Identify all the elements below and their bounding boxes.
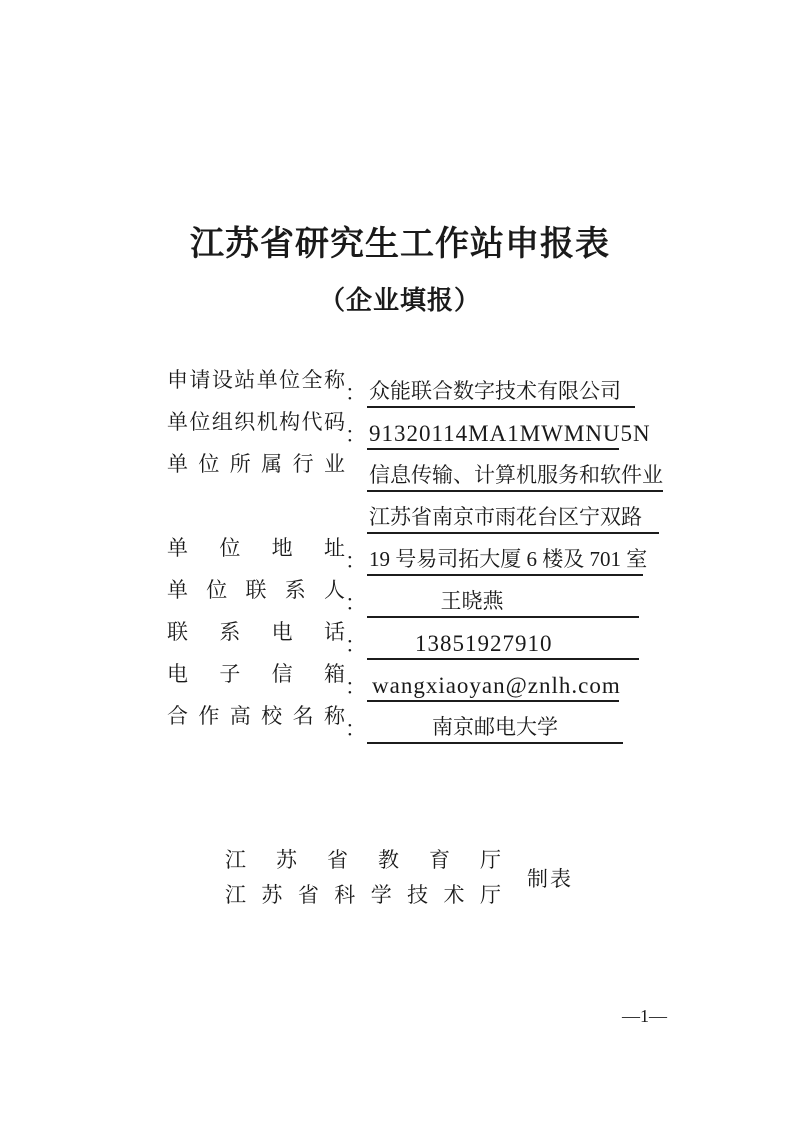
form-row-phone (167, 618, 800, 660)
form-fields (167, 366, 800, 744)
field-label: 联 系 电 话 (167, 620, 345, 644)
field-label: 单 位 地 址 (167, 536, 345, 560)
field-colon: ： (345, 717, 366, 741)
form-row-email (167, 660, 800, 702)
field-value-multiline (367, 492, 659, 576)
page-number: —1— (622, 1006, 667, 1026)
issuer-education-dept: 江 苏 省 教 育 厅 (225, 848, 501, 872)
field-value-underline: wangxiaoyan@znlh.com (367, 671, 619, 702)
field-value-underline: 19 号易司拓大厦 6 楼及 701 室 (367, 545, 643, 576)
form-row-org-code (167, 408, 800, 450)
field-colon: ： (345, 423, 366, 447)
field-label: 电 子 信 箱 (167, 662, 345, 686)
form-row-address (167, 492, 800, 576)
field-label: 单 位 组 织 机 构 代 码 (167, 410, 345, 434)
field-value-underline: 信息传输、计算机服务和软件业 (367, 461, 663, 492)
form-row-industry (167, 450, 800, 492)
field-value-underline: 众能联合数字技术有限公司 (367, 377, 635, 408)
field-colon: ： (345, 675, 366, 699)
field-colon: ： (345, 381, 366, 405)
field-value-underline: 王晓燕 (367, 587, 639, 618)
field-value-underline: 江苏省南京市雨花台区宁双路 (367, 503, 659, 534)
field-label-wrap (167, 534, 345, 576)
field-label: 单 位 所 属 行 业 (167, 452, 345, 476)
field-value-line-wrap (367, 492, 659, 534)
field-value-underline: 南京邮电大学 (367, 713, 623, 744)
issuer-lines (225, 843, 501, 913)
field-colon: ： (345, 633, 366, 657)
field-label: 合 作 高 校 名 称 (167, 704, 345, 728)
field-label: 单 位 联 系 人 (167, 578, 345, 602)
field-value-underline: 91320114MA1MWMNU5N (367, 419, 619, 450)
field-label: 申 请 设 站 单 位 全 称 (167, 368, 345, 392)
issuer-science-tech-dept: 江 苏 省 科 学 技 术 厅 (225, 883, 501, 907)
form-subtitle: （企业填报） (318, 286, 481, 315)
issuer-note: 制表 (527, 867, 573, 891)
field-colon-wrap (345, 534, 367, 576)
field-colon: ： (345, 549, 366, 573)
field-value-line-wrap (367, 534, 659, 576)
form-row-partner-university (167, 702, 800, 744)
field-value-underline: 13851927910 (367, 629, 639, 660)
form-title: 江苏省研究生工作站申报表 (190, 226, 610, 263)
issuing-authorities (225, 843, 573, 913)
form-row-applicant-name (167, 366, 800, 408)
field-colon: ： (345, 591, 366, 615)
form-row-contact-person (167, 576, 800, 618)
